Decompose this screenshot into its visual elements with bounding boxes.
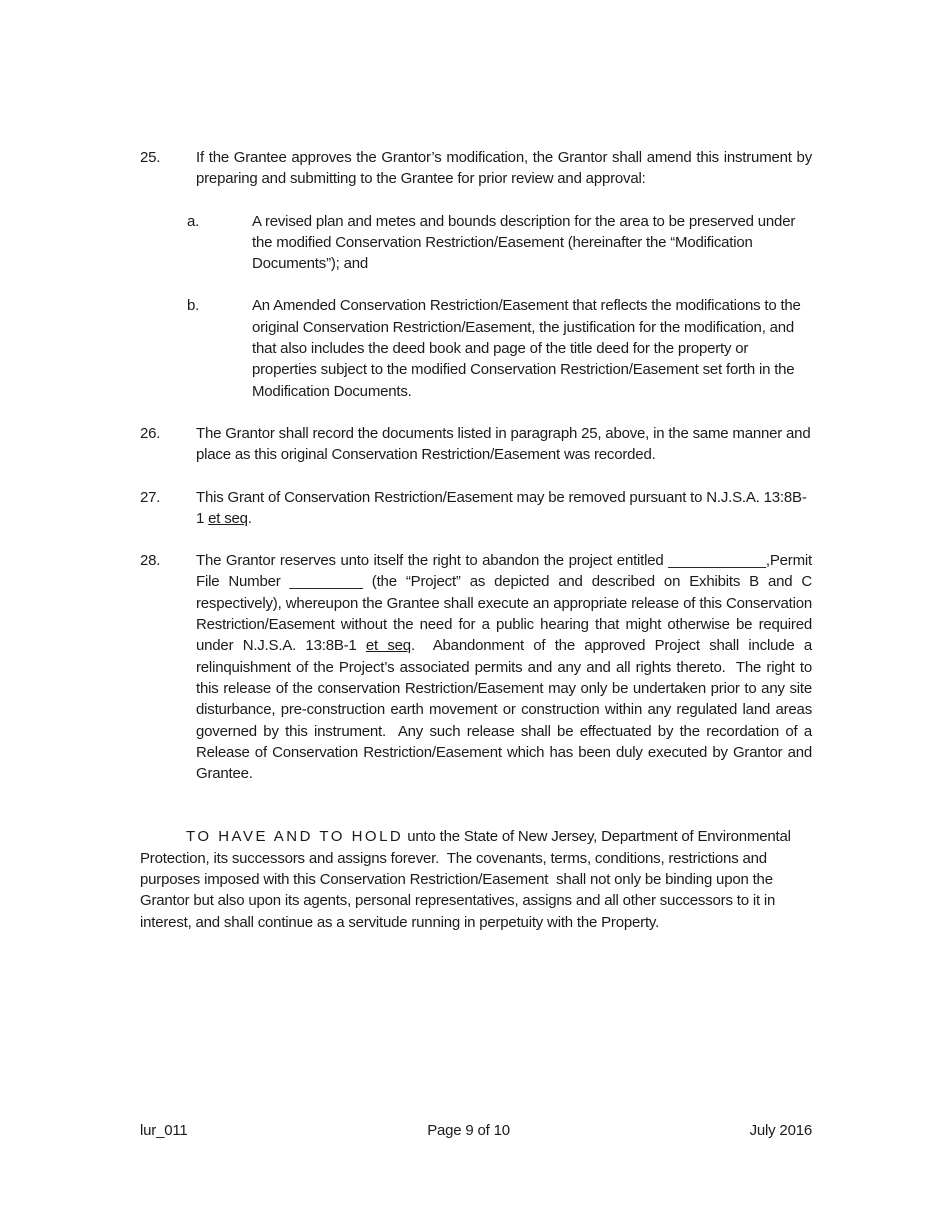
paragraph-27-citation-et-seq: et seq: [208, 509, 248, 527]
paragraph-25: [140, 147, 816, 190]
subitem-b-label: b.: [187, 297, 200, 315]
document-body: [140, 147, 816, 933]
paragraph-28-citation-et-seq: et seq: [365, 637, 411, 655]
paragraph-27: [140, 487, 812, 530]
habendum-clause: [140, 826, 812, 932]
habendum-lead-phrase: TO HAVE AND TO HOLD: [186, 828, 404, 846]
paragraph-26-text: The Grantor shall record the documents listed in paragraph 25, above, in the same manner and place as this original Conservation Restriction/Easement was recorded.: [196, 424, 815, 464]
subitem-a: [140, 211, 812, 275]
paragraph-25-number: 25.: [140, 149, 161, 166]
habendum-text: unto the State of New Jersey, Department of Environmental Protection, its successors and assigns forever. The covenants, terms, conditions, restrictions and purposes imposed with this Conservation Restriction/Easement shall not only be binding upon the Grantor but also upon its agents, personal representatives, assigns and all other successors to it in interest, and shall continue as a servitude running in perpetuity with the Property.: [140, 828, 795, 931]
footer-page-number: Page 9 of 10: [427, 1122, 510, 1139]
page-footer: [140, 1120, 812, 1141]
paragraph-26: [140, 423, 815, 466]
paragraph-26-number: 26.: [140, 424, 161, 442]
subitem-a-text: A revised plan and metes and bounds description for the area to be preserved under the modified Conservation Restriction/Easement (hereinafter the “Modification Documents”); and: [252, 212, 800, 273]
paragraph-28-text-after: . Abandonment of the approved Project shall include a relinquishment of the Project’s associated permits and any and all rights thereto. The right to this release of the conservation Restriction/Easement may only be undertaken prior to any site disturbance, pre-construction earth movement or construction within any regulated land areas governed by this instrument. Any such release shall be effectuated by the recordation of a Release of Conservation Restriction/Easement which has been duly executed by Grantor and Grantee.: [196, 637, 816, 783]
paragraph-27-text-before: This Grant of Conservation Restriction/Easement may be removed pursuant to N.J.S.A. 13:8B-1: [196, 488, 807, 527]
paragraph-28-text: [196, 552, 816, 782]
footer-date: July 2016: [749, 1122, 812, 1139]
subitem-b: [140, 295, 812, 401]
paragraph-28: [140, 550, 816, 784]
paragraph-28-number: 28.: [140, 552, 161, 570]
paragraph-27-text: [196, 489, 807, 527]
paragraph-28-text-before: The Grantor reserves unto itself the right to abandon the project entitled ____________,Permit File Number _________ (the “Project” as depicted and described on Exhibits B and C respectively), whereupon the Grantee shall execute an appropriate release of this Conservation Restriction/Easement without the need for a public hearing that might otherwise be required under N.J.S.A. 13:8B-1: [196, 552, 816, 655]
paragraph-27-number: 27.: [140, 488, 161, 506]
subitem-a-label: a.: [187, 212, 200, 230]
paragraph-25-text: If the Grantee approves the Grantor’s modification, the Grantor shall amend this instrument by preparing and submitting to the Grantee for prior review and approval:: [196, 149, 816, 188]
subitem-b-text: An Amended Conservation Restriction/Easement that reflects the modifications to the original Conservation Restriction/Easement, the justification for the modification, and that also includes the deed book and page of the title deed for the property or properties subject to the modified Conservation Restriction/Easement set forth in the Modification Documents.: [252, 297, 805, 400]
footer-doc-code: lur_011: [140, 1122, 188, 1139]
paragraph-27-text-after: .: [247, 509, 252, 527]
